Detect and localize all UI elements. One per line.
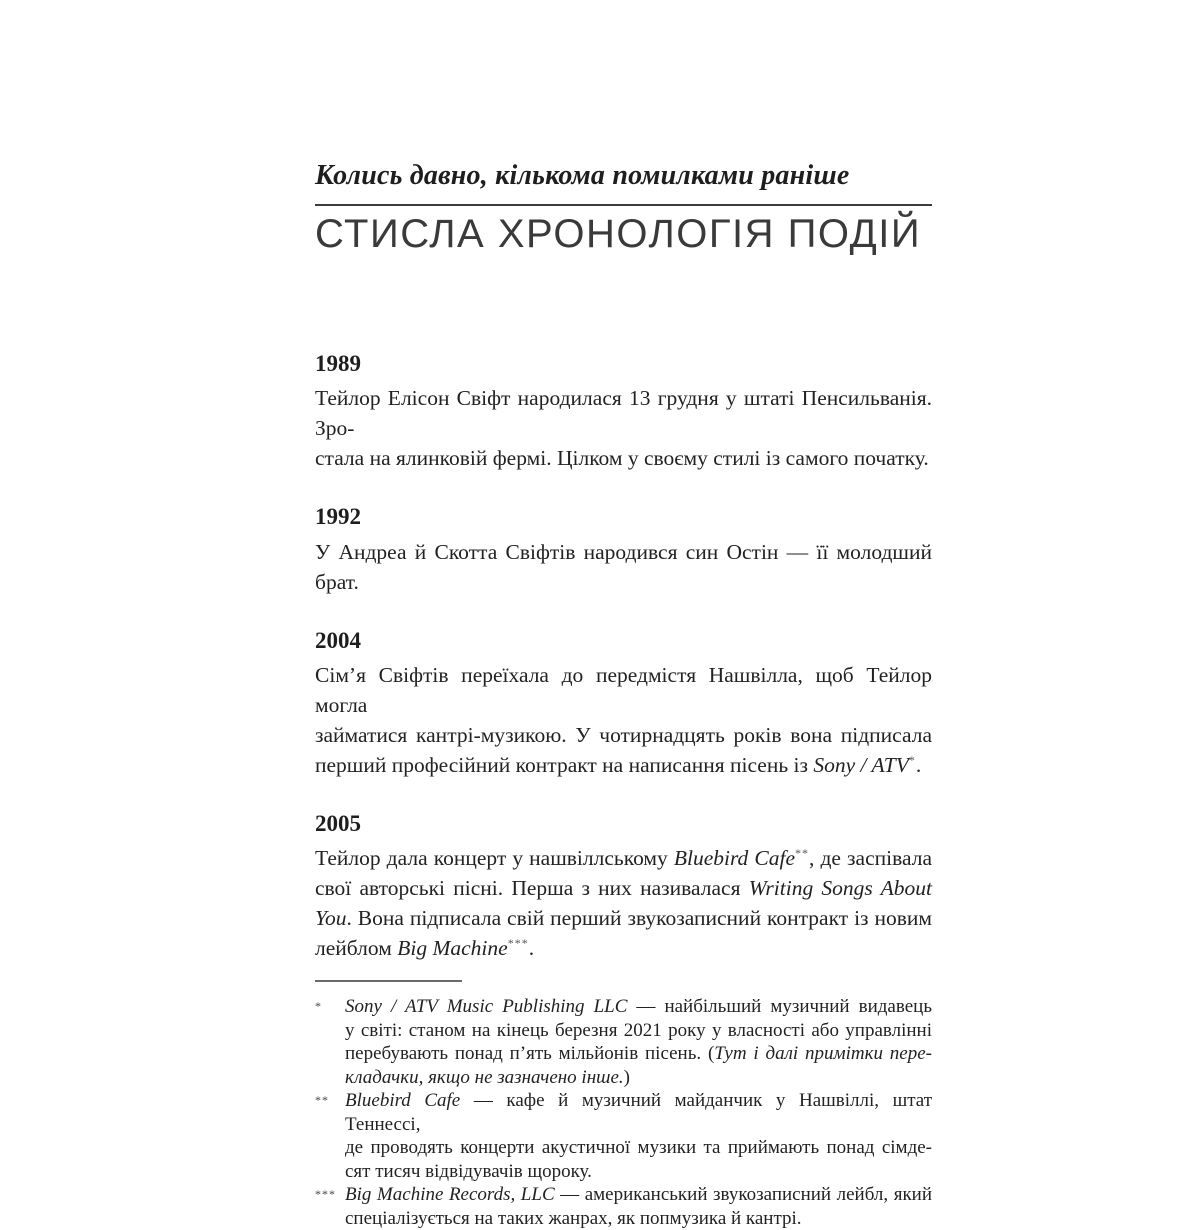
text-segment: Тут і далі примітки пере-	[714, 1043, 932, 1065]
text-segment: . Вона підписала свій перший звукозаписний контракт із новим	[346, 906, 932, 931]
footnote	[315, 995, 932, 1089]
text-segment: Bluebird Cafe	[345, 1090, 461, 1112]
entry-text	[315, 843, 932, 963]
text-line	[345, 1089, 932, 1136]
entry-text	[315, 660, 932, 780]
text-line	[345, 1066, 932, 1090]
footnote	[315, 1089, 932, 1183]
text-segment: перебувають понад п’ять мільйонів пісень. (	[345, 1043, 715, 1065]
text-segment: Sony / ATV	[813, 753, 909, 778]
text-segment: Тейлор дала концерт у нашвіллському	[315, 846, 674, 871]
text-segment: Big Machine	[397, 936, 508, 961]
text-line	[345, 995, 932, 1019]
text-line	[315, 903, 932, 933]
timeline-entry	[315, 351, 932, 473]
text-line	[315, 750, 932, 780]
footnote-text	[345, 995, 932, 1089]
text-line	[345, 1019, 932, 1043]
text-segment: Тейлор Елісон Свіфт народилася 13 грудня у штаті Пенсильванія. Зро-	[315, 386, 932, 441]
chapter-title: СТИСЛА ХРОНОЛОГІЯ ПОДІЙ	[315, 212, 922, 257]
entry-text	[315, 537, 932, 597]
footnote-divider	[315, 980, 462, 982]
text-segment: У Андреа й Скотта Свіфтів народився син Остін — її молодший брат.	[315, 539, 932, 594]
text-segment: де проводять концерти акустичної музики та приймають понад сімде-	[345, 1137, 932, 1159]
text-line	[315, 537, 932, 597]
text-segment: — найбільший музичний видавець	[627, 996, 932, 1018]
text-line	[315, 933, 932, 963]
text-segment: сят тисяч відвідувачів щороку.	[345, 1160, 592, 1182]
footnote-list	[315, 995, 932, 1230]
text-segment: у світі: станом на кінець березня 2021 року у власності або управлінні	[345, 1019, 932, 1041]
timeline-entry	[315, 504, 932, 596]
chapter-header	[315, 160, 932, 257]
title-rule	[315, 204, 932, 206]
text-line	[345, 1207, 932, 1230]
footnote-marker: **	[315, 1093, 329, 1108]
text-segment: перший професійний контракт на написання пісень із	[315, 753, 814, 778]
footnotes	[315, 980, 932, 1230]
timeline-entry	[315, 811, 932, 963]
text-segment: — американський звукозаписний лейбл, який	[554, 1184, 933, 1206]
text-segment: займатися кантрі-музикою. У чотирнадцять років вона підписала	[315, 723, 932, 748]
text-line	[345, 1136, 932, 1160]
text-segment: Big Machine Records, LLC	[345, 1184, 555, 1206]
text-line	[315, 383, 932, 443]
text-segment: .	[915, 753, 922, 778]
text-line	[315, 843, 932, 873]
entry-year: 2004	[315, 627, 361, 653]
text-segment: спеціалізується на таких жанрах, як попмузика й кантрі.	[345, 1207, 802, 1229]
footnote	[315, 1183, 932, 1230]
text-line	[315, 443, 932, 473]
footnote-ref-marker: ***	[507, 936, 529, 951]
text-segment: стала на ялинковій фермі. Цілком у своєму стилі із самого початку.	[315, 446, 929, 471]
text-segment: You	[315, 906, 347, 931]
text-segment: .	[528, 936, 535, 961]
entry-year: 1992	[315, 504, 361, 530]
page-content	[315, 160, 932, 1230]
chapter-kicker: Колись давно, кількома помилками раніше	[315, 160, 850, 191]
text-segment: лейблом	[315, 936, 398, 961]
text-segment: , де заспівала	[809, 846, 932, 871]
footnote-ref-marker: **	[795, 846, 810, 861]
text-segment: Bluebird Cafe	[673, 846, 796, 871]
footnote-text	[345, 1089, 932, 1183]
entry-year: 1989	[315, 351, 361, 377]
text-line	[345, 1160, 932, 1184]
text-segment: Sony / ATV Music Publishing LLC	[345, 996, 628, 1018]
text-segment: Сім’я Свіфтів переїхала до передмістя Нашвілла, щоб Тейлор могла	[315, 663, 932, 718]
footnote-text	[345, 1183, 932, 1230]
text-segment: кладачки, якщо не зазначено інше.	[345, 1066, 624, 1088]
text-segment: свої авторські пісні. Перша з них називалася	[315, 876, 749, 901]
footnote-ref-marker: *	[908, 752, 916, 767]
text-segment: )	[623, 1066, 630, 1088]
text-line	[345, 1183, 932, 1207]
text-line	[345, 1042, 932, 1066]
entry-year: 2005	[315, 811, 361, 837]
text-segment: — кафе й музичний майданчик у Нашвіллі, штат Теннессі,	[345, 1090, 933, 1135]
text-line	[315, 660, 932, 720]
footnote-marker: ***	[315, 1187, 336, 1202]
entry-text	[315, 383, 932, 473]
text-segment: Writing Songs About	[748, 876, 932, 901]
timeline-entry	[315, 628, 932, 780]
text-line	[315, 720, 932, 750]
footnote-marker: *	[315, 999, 322, 1014]
timeline	[315, 351, 932, 963]
text-line	[315, 873, 932, 903]
